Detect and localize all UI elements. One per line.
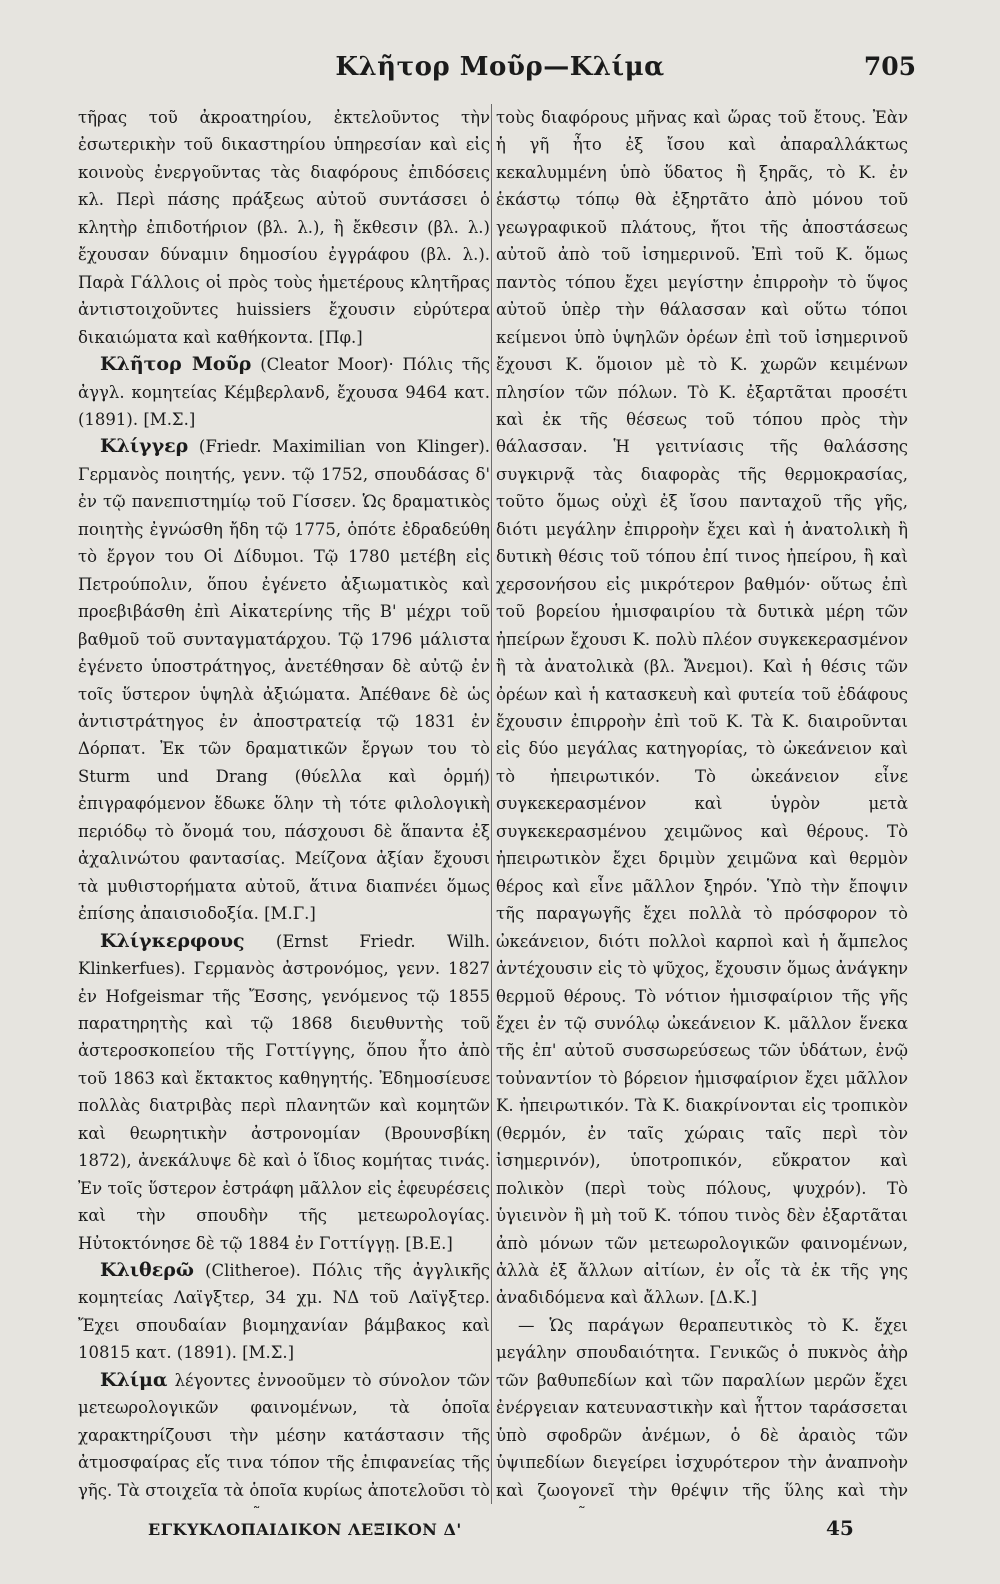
- entry-text: (Clitheroe). Πόλις τῆς ἀγγλικῆς κομητείας Λαϊγξτερ, 34 χμ. ΝΔ τοῦ Λαϊγξτερ. Ἔχει σπουδαίαν βιομηχανίαν βάμβακος καὶ 10815 κατ. (1891). [Μ.Σ.]: [78, 1261, 490, 1363]
- entry-klinkerfues: [78, 928, 490, 1257]
- left-column: [78, 104, 490, 1508]
- therapeutic-paragraph: — Ὡς παράγων θεραπευτικὸς τὸ Κ. ἔχει μεγάλην σπουδαιότητα. Γενικῶς ὁ πυκνὸς ἀὴρ τῶν βαθυπεδίων καὶ τῶν παραλίων μερῶν ἔχει ἐνέργειαν κατευναστικὴν καὶ ἧττον ταράσσεται ὑπὸ σφοδρῶν ἀνέμων, ὁ δὲ ἀραιὸς τῶν ὑψιπεδίων διεγείρει ἰσχυρότερον τὴν ἀναπνοὴν καὶ ζωογονεῖ τὴν θρέψιν τῆς ὕλης καὶ τὴν: [496, 1315, 908, 1500]
- entry-headword: Κλίμα: [100, 1368, 168, 1391]
- column-divider: [491, 104, 492, 1504]
- entry-headword: Κλιθερῶ: [100, 1259, 194, 1282]
- page-number: 705: [863, 52, 916, 81]
- continued-paragraph: τῆρας τοῦ ἀκροατηρίου, ἐκτελοῦντος τὴν ἐσωτερικὴν τοῦ δικαστηρίου ὑπηρεσίαν καὶ εἰς κοινοὺς ἐνεργοῦντας τὰς διαφόρους ἐπιδόσεις κλ. Περὶ πάσης πράξεως αὐτοῦ συντάσσει ὁ κλητὴρ ἐπιδοτήριον (βλ. λ.), ἢ ἔκθεσιν (βλ. λ.) ἔχουσαν δύναμιν δημοσίου ἐγγράφου (βλ. λ.). Παρὰ Γάλλοις οἱ πρὸς τοὺς ἡμετέρους κλητῆρας ἀντιστοιχοῦντες huissiers ἔχουσιν εὐρύτερα δικαιώματα καὶ καθήκοντα. [Πφ.]: [78, 108, 490, 347]
- right-column: [496, 104, 908, 1508]
- entry-cleator-moor: [78, 351, 490, 433]
- entry-klinger: [78, 433, 490, 927]
- entry-text: (Friedr. Maximilian von Klinger). Γερμανὸς ποιητής, γενν. τῷ 1752, σπουδάσας δ' ἐν τῷ πανεπιστημίῳ τοῦ Γίσσεν. Ὡς δραματικὸς ποιητὴς ἐγνώσθη ἤδη τῷ 1775, ὁπότε ἐδραδεύθη τὸ ἔργον του Οἱ Δίδυμοι. Τῷ 1780 μετέβη εἰς Πετρούπολιν, ὅπου ἐγένετο ἀξιωματικὸς καὶ προεβιβάσθη ἐπὶ Αἰκατερίνης τῆς Β' μέχρι τοῦ βαθμοῦ τοῦ συνταγματάρχου. Τῷ 1796 μάλιστα ἐγένετο ὑποστράτηγος, ἀνετέθησαν δὲ αὐτῷ ἐν τοῖς ὕστερον ὑψηλὰ ἀξιώματα. Ἀπέθανε δὲ ὡς ἀντιστράτηγος ἐν ἀποστρατείᾳ τῷ 1831 ἐν Δόρπατ. Ἐκ τῶν δραματικῶν ἔργων του τὸ Sturm und Drang (θύελλα καὶ ὁρμή) ἐπιγραφόμενον ἔδωκε ὅλην τὴ τότε φιλολογικὴ περιόδῳ τὸ ὄνομά του, πάσχουσι δὲ ἅπαντα ἐξ ἀχαλινώτου φαντασίας. Μείζονα ἀξίαν ἔχουσι τὰ μυθιστορήματα αὐτοῦ, ἅτινα διαπνέει ὅμως ἐπίσης ἀπαισιοδοξία. [Μ.Γ.]: [78, 437, 490, 924]
- entry-headword: Κλῆτορ Μοῦρ: [100, 353, 252, 376]
- footer-signature: 45: [826, 1516, 854, 1540]
- continued-paragraph: τοὺς διαφόρους μῆνας καὶ ὥρας τοῦ ἔτους. Ἐὰν ἡ γῆ ἦτο ἐξ ἴσου καὶ ἀπαραλλάκτως κεκαλυμμένη ὑπὸ ὕδατος ἢ ξηρᾶς, τὸ Κ. ἐν ἑκάστῳ τόπῳ θὰ ἐξηρτᾶτο ἀπὸ μόνου τοῦ γεωγραφικοῦ πλάτους, ἤτοι τῆς ἀποστάσεως αὐτοῦ ἀπὸ τοῦ ἰσημερινοῦ. Ἐπὶ τοῦ Κ. ὅμως παντὸς τόπου ἔχει μεγίστην ἐπιρροὴν τὸ ὕψος αὐτοῦ ὑπὲρ τὴν θάλασσαν καὶ οὕτω τόποι κείμενοι ὑπὸ ὑψηλῶν ὀρέων ἐπὶ τοῦ ἰσημερινοῦ ἔχουσι Κ. ὅμοιον μὲ τὸ Κ. χωρῶν κειμένων πλησίον τῶν πόλων. Τὸ Κ. ἐξαρτᾶται προσέτι καὶ ἐκ τῆς θέσεως τοῦ τόπου πρὸς τὴν θάλασσαν. Ἡ γειτνίασις τῆς θαλάσσης συγκιρνᾷ τὰς διαφορὰς τῆς θερμοκρασίας, τοῦτο ὅμως οὐχὶ ἐξ ἴσου πανταχοῦ τῆς γῆς, διότι μεγάλην ἐπιρροὴν ἔχει καὶ ἡ ἀνατολικὴ ἢ δυτικὴ θέσις τοῦ τόπου ἐπί τινος ἠπείρου, ἢ καὶ χερσονήσου εἰς μικρότερον βαθμόν· οὕτως ἐπὶ τοῦ βορείου ἡμισφαιρίου τὰ δυτικὰ μέρη τῶν ἠπείρων ἔχουσι Κ. πολὺ πλέον συγκεκερασμένον ἢ τὰ ἀνατολικὰ (βλ. Ἄνεμοι). Καὶ ἡ θέσις τῶν ὀρέων καὶ ἡ κατασκευὴ καὶ φυτεία τοῦ ἐδάφους ἔχουσιν ἐπιρροὴν ἐπὶ τοῦ Κ. Τὰ Κ. διαιροῦνται εἰς δύο μεγάλας κατηγορίας, τὸ ὠκεάνειον καὶ τὸ ἠπειρωτικόν. Τὸ ὠκεάνειον εἶνε συγκεκερασμένον καὶ ὑγρὸν μετὰ συγκεκερασμένου χειμῶνος καὶ θέρους. Τὸ ἠπειρωτικὸν ἔχει δριμὺν χειμῶνα καὶ θερμὸν θέρος καὶ εἶνε μᾶλλον ξηρόν. Ὑπὸ τὴν ἔποψιν τῆς παραγωγῆς ἔχει πολλὰ τὸ πρόσφορον τὸ ὠκεάνειον, διότι πολλοὶ καρποὶ καὶ ἡ ἄμπελος ἀντέχουσιν εἰς τὸ ψῦχος, ἔχουσιν ὅμως ἀνάγκην θερμοῦ θέρους. Τὸ νότιον ἡμισφαίριον τῆς γῆς ἔχει ἐν τῷ συνόλῳ ὠκεάνειον Κ. μᾶλλον ἕνεκα τῆς ἐπ' αὐτοῦ συσσωρεύσεως τῶν ὑδάτων, ἐνῷ τοὐναντίον τὸ βόρειον ἡμισφαίριον ἔχει μᾶλλον Κ. ἠπειρωτικόν. Τὰ Κ. διακρίνονται εἰς τροπικὸν (θερμόν, ἐν ταῖς χώραις ταῖς περὶ τὸν ἰσημερινόν), ὑποτροπικόν, εὔκρατον καὶ πολικὸν (περὶ τοὺς πόλους, ψυχρόν). Τὸ ὑγιεινὸν ἢ μὴ τοῦ Κ. τόπου τινὸς δὲν ἐξαρτᾶται ἀπὸ μόνων τῶν μετεωρολογικῶν φαινομένων, ἀλλὰ ἐξ ἄλλων αἰτίων, ἐν οἷς τὰ ἐκ τῆς γης ἀναδιδόμενα καὶ ἄλλων. [Δ.Κ.]: [496, 108, 908, 1308]
- entry-text: λέγοντες ἐννοοῦμεν τὸ σύνολον τῶν μετεωρολογικῶν φαινομένων, τὰ ὁποῖα χαρακτηρίζουσι τὴν μέσην κατάστασιν τῆς ἀτμοσφαίρας εἴς τινα τόπον τῆς ἐπιφανείας τῆς γῆς. Τὰ στοιχεῖα τὰ ὁποῖα κυρίως ἀποτελοῦσι τὸ: [78, 1370, 490, 1500]
- entry-headword: Κλίγγερ: [100, 435, 189, 458]
- entry-text: (Cleator Moor)· Πόλις τῆς ἀγγλ. κομητείας Κέμβερλανδ, ἔχουσα 9464 κατ. (1891). [Μ.Σ.]: [78, 355, 490, 429]
- running-head: [0, 52, 1000, 92]
- entry-clitheroe: [78, 1257, 490, 1367]
- entry-text: (Ernst Friedr. Wilh. Klinkerfues). Γερμανὸς ἀστρονόμος, γενν. 1827 ἐν Hofgeismar τῆς Ἔσσης, γενόμενος τῷ 1855 παρατηρητὴς καὶ τῷ 1868 διευθυντὴς τοῦ ἀστεροσκοπείου τῆς Γοττίγγης, ὅπου ἦτο ἀπὸ τοῦ 1863 καὶ ἔκτακτος καθηγητής. Ἐδημοσίευσε πολλὰς διατριβὰς περὶ πλανητῶν καὶ κομητῶν καὶ θεωρητικὴν ἀστρονομίαν (Βρουνσβίκη 1872), ἀνεκάλυψε δὲ καὶ ὁ ἴδιος κομήτας τινάς. Ἐν τοῖς ὕστερον ἐστράφη μᾶλλον εἰς ἐφευρέσεις καὶ τὴν σπουδὴν τῆς μετεωρολογίας. Ηὐτοκτόνησε δὲ τῷ 1884 ἐν Γοττίγγῃ. [Β.Ε.]: [78, 931, 490, 1253]
- footer-book-title: ΕΓΚΥΚΛΟΠΑΙΔΙΚΟΝ ΛΕΞΙΚΟΝ Δ': [148, 1520, 462, 1539]
- running-title: Κλῆτορ Μοῦρ—Κλίμα: [335, 52, 665, 82]
- entry-klima: [78, 1367, 490, 1508]
- entry-headword: Κλίγκερφους: [100, 929, 245, 952]
